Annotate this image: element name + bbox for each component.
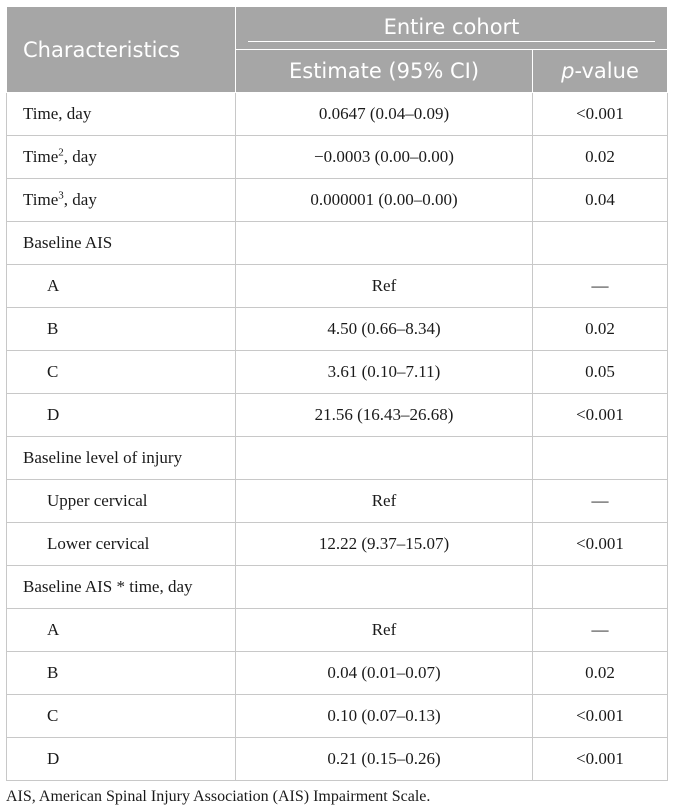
estimate-cell: Ref [236, 265, 533, 308]
table-row [7, 308, 668, 351]
p-value-cell: 0.04 [533, 179, 668, 222]
row-label-text: Baseline level of injury [23, 448, 183, 467]
estimate-cell: 0.04 (0.01–0.07) [236, 652, 533, 695]
row-label-text: C [47, 362, 59, 381]
row-label-text: Baseline AIS * time, day [23, 577, 193, 596]
row-label-text: Upper cervical [47, 491, 148, 510]
row-label-text: C [47, 706, 59, 725]
p-value-cell: <0.001 [533, 93, 668, 136]
p-value-cell: <0.001 [533, 695, 668, 738]
p-value-cell: <0.001 [533, 523, 668, 566]
p-suffix: -value [574, 59, 639, 83]
table-row [7, 351, 668, 394]
table-row [7, 738, 668, 781]
p-value-cell [533, 437, 668, 480]
row-label-text: A [47, 620, 60, 639]
row-label-text: Time, day [23, 104, 92, 123]
row-label [7, 93, 236, 136]
estimate-cell [236, 566, 533, 609]
entire-cohort-label: Entire cohort [248, 15, 655, 42]
estimate-cell: Ref [236, 609, 533, 652]
table-footnote: AIS, American Spinal Injury Association (AIS) Impairment Scale. [6, 788, 431, 805]
row-label-superscript: 3 [58, 189, 64, 202]
table-row [7, 179, 668, 222]
row-label [7, 695, 236, 738]
estimate-cell: 0.10 (0.07–0.13) [236, 695, 533, 738]
table-header [7, 7, 668, 93]
table-row [7, 480, 668, 523]
row-label [7, 566, 236, 609]
p-value-cell: — [533, 609, 668, 652]
p-value-cell: — [533, 265, 668, 308]
estimate-cell: Ref [236, 480, 533, 523]
p-value-header [533, 50, 668, 93]
row-label [7, 136, 236, 179]
estimate-cell: −0.0003 (0.00–0.00) [236, 136, 533, 179]
table-body [7, 93, 668, 781]
row-label [7, 480, 236, 523]
results-table [6, 6, 668, 781]
estimate-cell: 0.000001 (0.00–0.00) [236, 179, 533, 222]
p-value-cell: 0.02 [533, 652, 668, 695]
estimate-cell [236, 437, 533, 480]
table-row [7, 93, 668, 136]
estimate-cell: 0.21 (0.15–0.26) [236, 738, 533, 781]
estimate-cell: 12.22 (9.37–15.07) [236, 523, 533, 566]
p-value-cell: 0.02 [533, 308, 668, 351]
row-label [7, 308, 236, 351]
row-label-text: D [47, 749, 60, 768]
entire-cohort-header [236, 7, 668, 50]
estimate-cell [236, 222, 533, 265]
row-label-text: D [47, 405, 60, 424]
table-row [7, 523, 668, 566]
table-row [7, 136, 668, 179]
table-row [7, 394, 668, 437]
row-label [7, 738, 236, 781]
row-label [7, 351, 236, 394]
estimate-header: Estimate (95% CI) [236, 50, 533, 93]
row-label-text: B [47, 319, 59, 338]
row-label [7, 179, 236, 222]
row-label-text: Time [23, 190, 59, 209]
row-label [7, 222, 236, 265]
p-value-cell: 0.02 [533, 136, 668, 179]
row-label-text: Time [23, 147, 59, 166]
p-value-cell: — [533, 480, 668, 523]
row-label [7, 437, 236, 480]
row-label [7, 394, 236, 437]
table-row [7, 652, 668, 695]
row-label-text: Lower cervical [47, 534, 150, 553]
row-label-text: Baseline AIS [23, 233, 113, 252]
table-row [7, 265, 668, 308]
row-label-text: B [47, 663, 59, 682]
estimate-cell: 4.50 (0.66–8.34) [236, 308, 533, 351]
row-label [7, 265, 236, 308]
p-italic: p [561, 59, 575, 83]
row-label [7, 652, 236, 695]
results-table-wrapper [6, 6, 667, 781]
row-label [7, 523, 236, 566]
row-label [7, 609, 236, 652]
table-row [7, 437, 668, 480]
row-label-suffix: , day [63, 147, 97, 166]
table-row [7, 222, 668, 265]
p-value-cell: 0.05 [533, 351, 668, 394]
row-label-superscript: 2 [58, 146, 64, 159]
row-label-text: A [47, 276, 60, 295]
row-label-suffix: , day [63, 190, 97, 209]
p-value-cell: <0.001 [533, 738, 668, 781]
estimate-cell: 3.61 (0.10–7.11) [236, 351, 533, 394]
estimate-cell: 0.0647 (0.04–0.09) [236, 93, 533, 136]
p-value-cell: <0.001 [533, 394, 668, 437]
table-row [7, 566, 668, 609]
characteristics-header: Characteristics [7, 7, 236, 93]
p-value-cell [533, 566, 668, 609]
p-value-cell [533, 222, 668, 265]
table-row [7, 695, 668, 738]
estimate-cell: 21.56 (16.43–26.68) [236, 394, 533, 437]
table-row [7, 609, 668, 652]
